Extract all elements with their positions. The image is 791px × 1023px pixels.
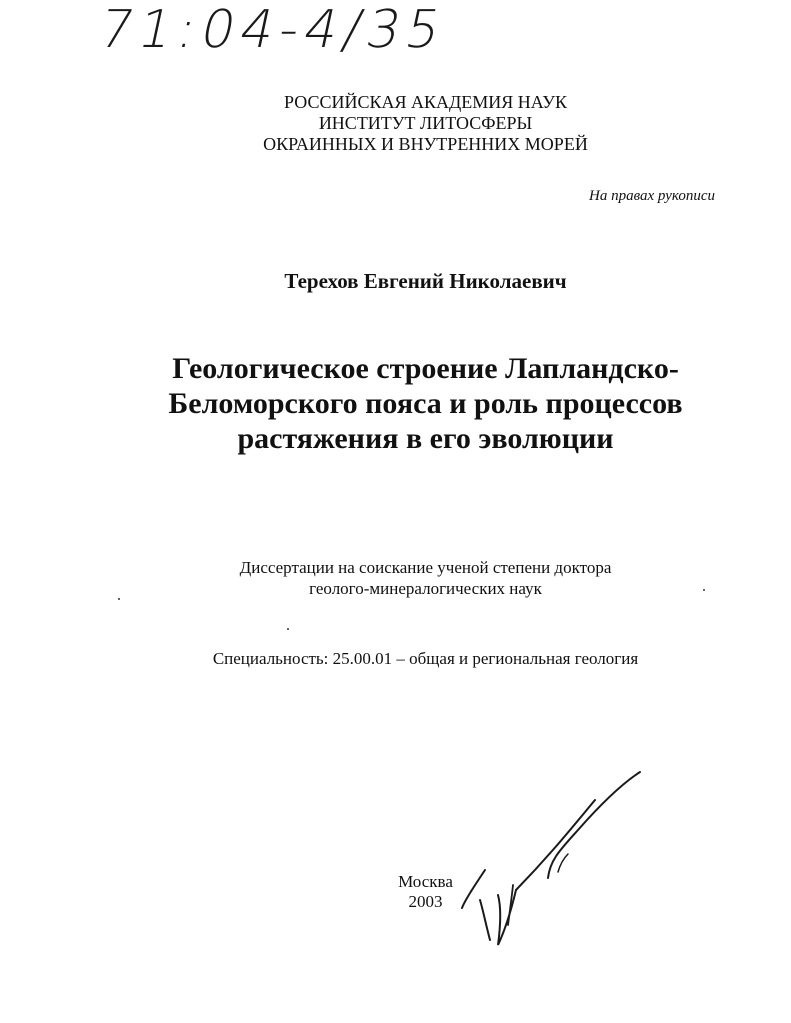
title-line-3: растяжения в его эволюции	[237, 422, 614, 455]
dissertation-title	[0, 351, 791, 456]
degree-statement	[0, 557, 791, 599]
archive-code-handwritten: 71:04-4/35	[93, 0, 452, 60]
degree-line-1: Диссертации на соискание ученой степени доктора	[239, 558, 612, 577]
rights-note: На правах рукописи	[589, 188, 715, 204]
scan-speck	[287, 628, 289, 630]
title-line-1: Геологическое строение Лапландско-	[172, 352, 679, 385]
signature-scribble	[450, 760, 660, 960]
institution-line-3: ОКРАИННЫХ И ВНУТРЕННИХ МОРЕЙ	[263, 134, 588, 154]
place-and-year	[0, 872, 791, 912]
title-line-2: Беломорского пояса и роль процессов	[168, 387, 683, 420]
institution-block	[0, 92, 791, 155]
institution-line-1: РОССИЙСКАЯ АКАДЕМИЯ НАУК	[284, 92, 567, 112]
degree-line-2: геолого-минералогических наук	[309, 579, 542, 598]
institution-line-2: ИНСТИТУТ ЛИТОСФЕРЫ	[318, 113, 533, 133]
specialty: Специальность: 25.00.01 – общая и региональная геология	[212, 649, 639, 668]
scan-speck	[118, 598, 120, 600]
place: Москва	[398, 872, 453, 891]
author-name: Терехов Евгений Николаевич	[284, 269, 567, 293]
year: 2003	[408, 892, 443, 911]
scan-speck	[703, 589, 705, 591]
